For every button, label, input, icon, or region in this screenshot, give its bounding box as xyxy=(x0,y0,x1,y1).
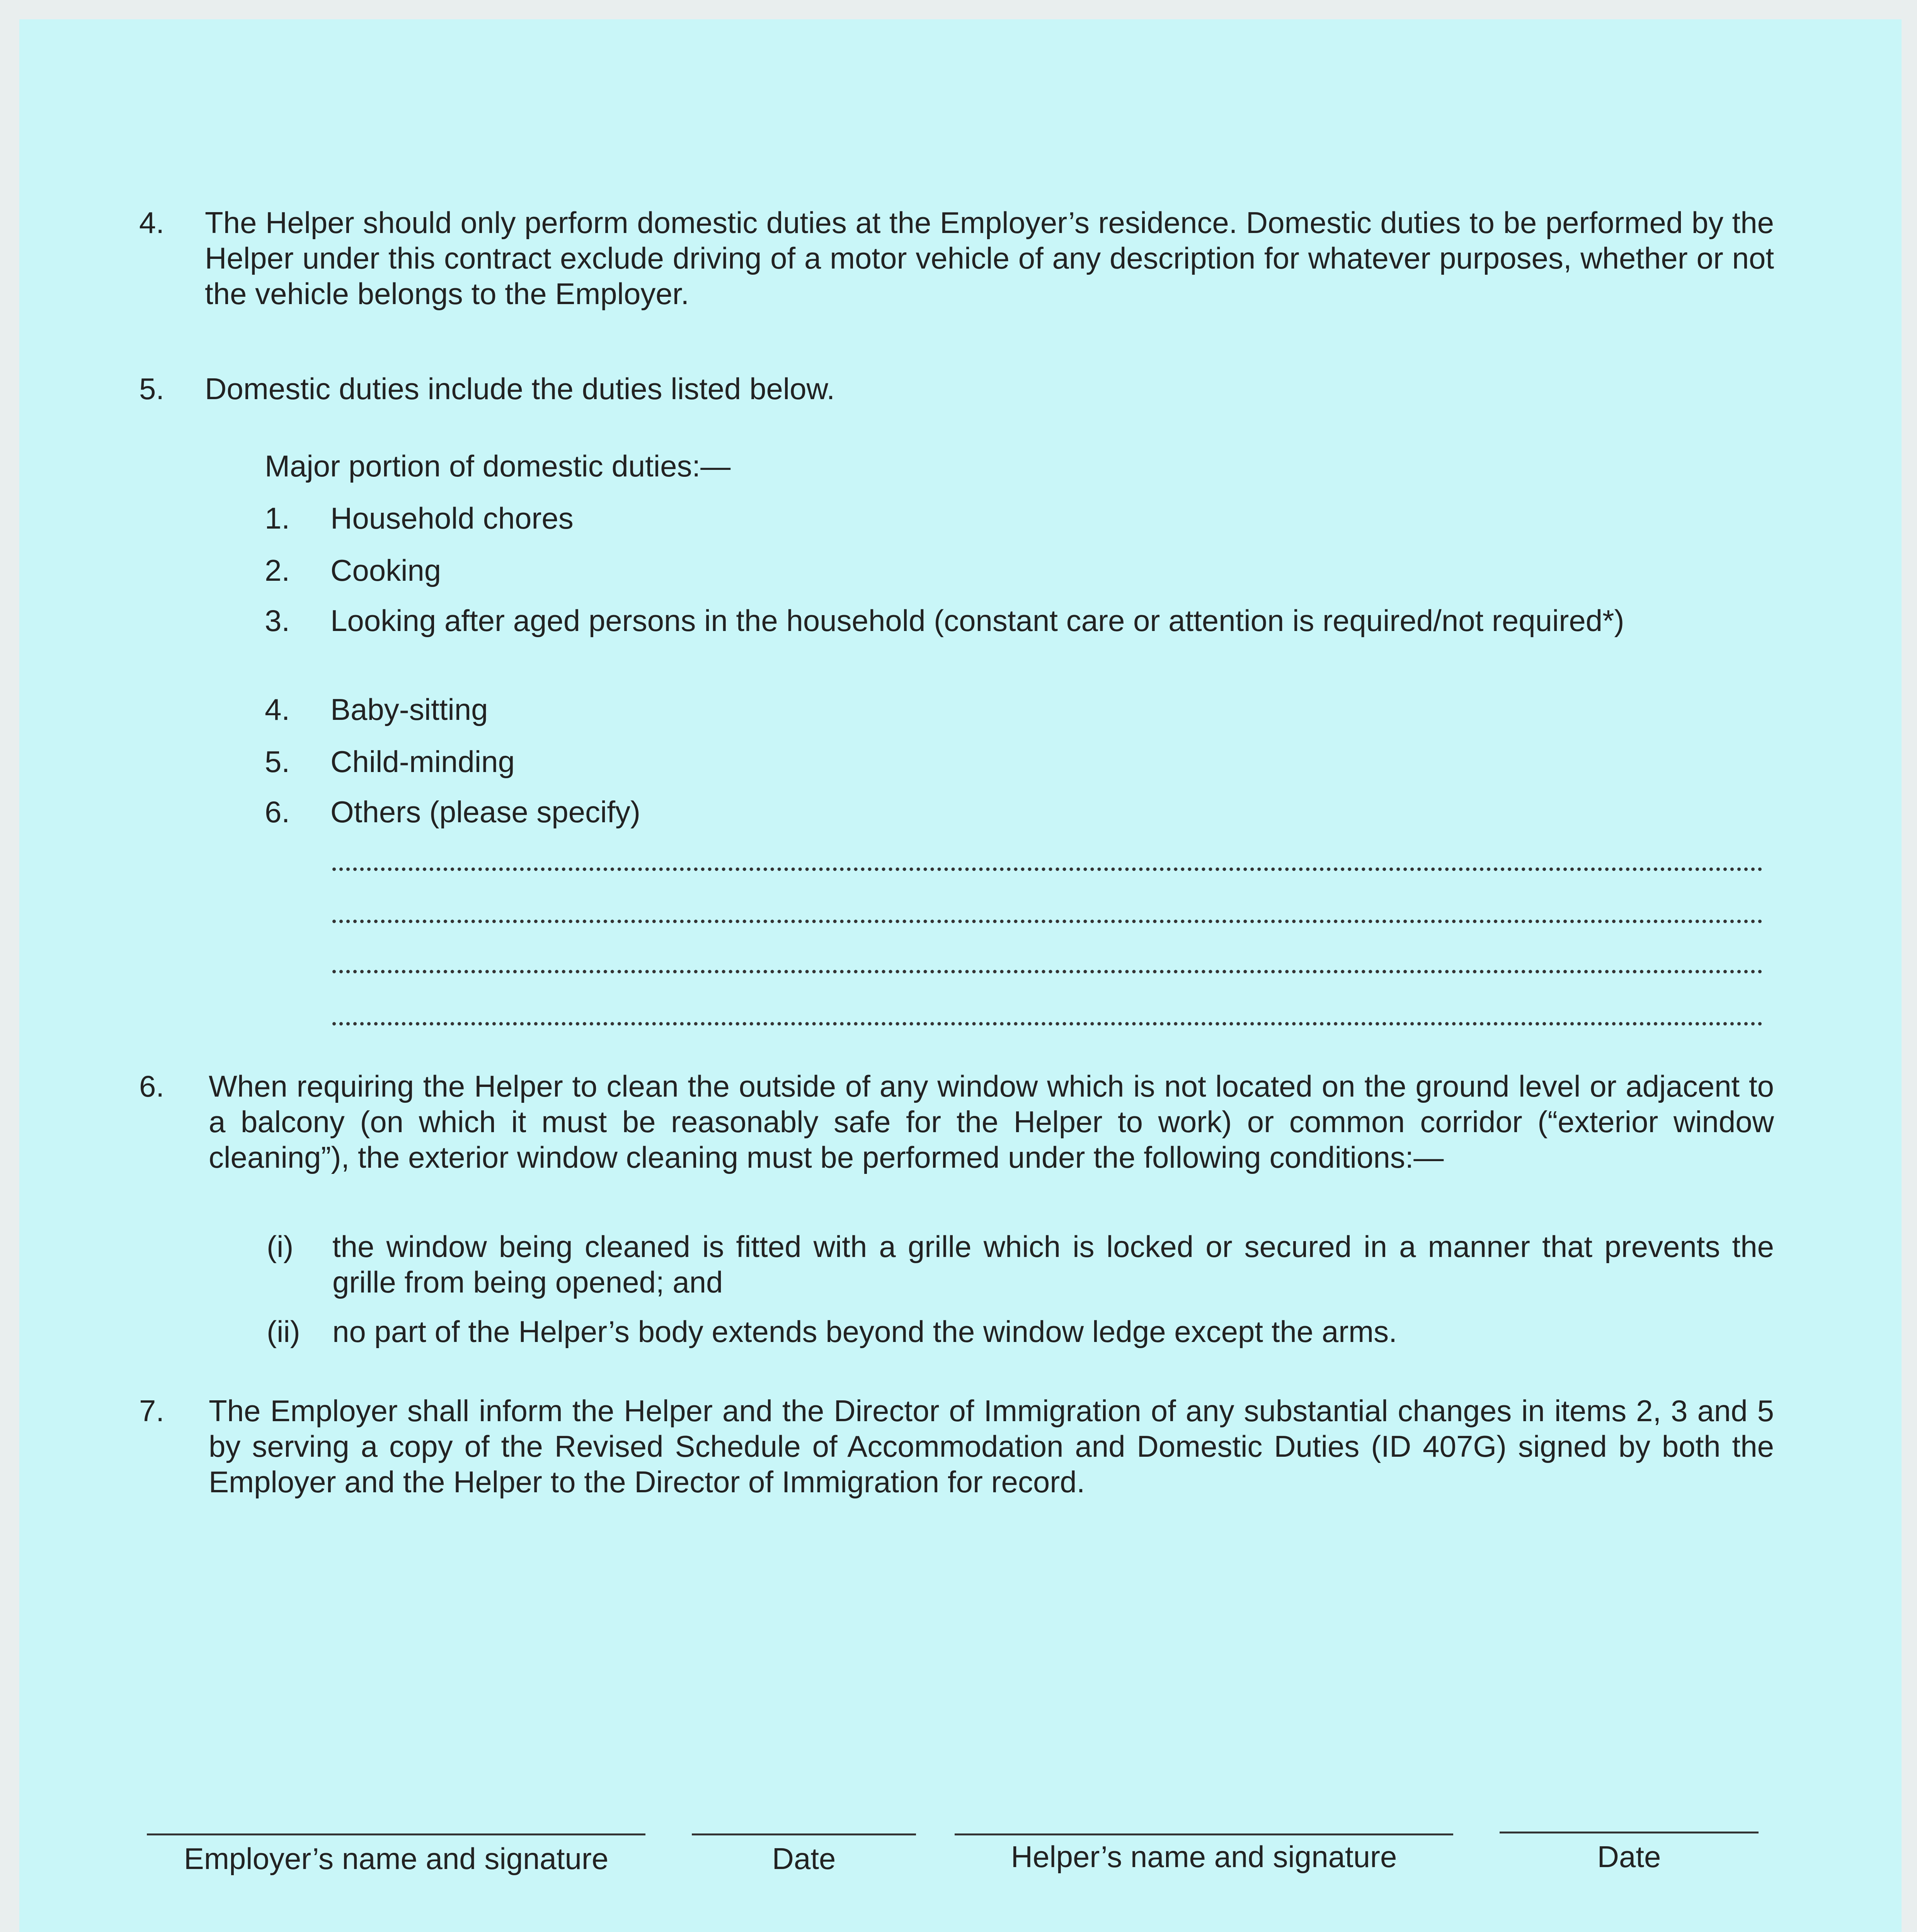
employer-signature-label: Employer’s name and signature xyxy=(184,1842,609,1876)
condition-text: the window being cleaned is fitted with a grille which is locked or secured in a manner that prevents the grille from being opened; and xyxy=(332,1230,1774,1299)
duty-number: 3. xyxy=(265,604,290,638)
duty-label: Household chores xyxy=(330,501,574,535)
duties-intro: Major portion of domestic duties:— xyxy=(265,449,731,483)
others-specify-line-2[interactable] xyxy=(332,920,1762,923)
document-page xyxy=(19,19,1902,1932)
duty-label: Looking after aged persons in the household (constant care or attention is required/not required*) xyxy=(330,604,1624,638)
item-6-number: 6. xyxy=(139,1069,165,1103)
employer-date-line[interactable] xyxy=(692,1833,916,1835)
item-4-text: The Helper should only perform domestic duties at the Employer’s residence. Domestic duties to be performed by the Helper under this contract exclude driving of a motor vehicle of any description for whatever purposes, whether or not the vehicle belongs to the Employer. xyxy=(205,206,1774,311)
helper-signature-line[interactable] xyxy=(955,1833,1453,1835)
item-6-text: When requiring the Helper to clean the outside of any window which is not located on the ground level or adjacent to a balcony (on which it must be reasonably safe for the Helper to work) or common corridor (“exterior window cleaning”), the exterior window cleaning must be performed under the following conditions:— xyxy=(209,1069,1774,1174)
condition-text: no part of the Helper’s body extends beyond the window ledge except the arms. xyxy=(332,1315,1397,1349)
item-7-number: 7. xyxy=(139,1394,165,1428)
others-specify-line-4[interactable] xyxy=(332,1022,1762,1026)
duty-number: 1. xyxy=(265,501,290,535)
condition-number: (ii) xyxy=(267,1315,300,1349)
duty-number: 2. xyxy=(265,553,290,587)
item-4-number: 4. xyxy=(139,206,165,240)
duty-label: Cooking xyxy=(330,553,441,587)
condition-number: (i) xyxy=(267,1230,294,1264)
item-7-text: The Employer shall inform the Helper and the Director of Immigration of any substantial changes in items 2, 3 and 5 by serving a copy of the Revised Schedule of Accommodation and Domestic Duties (ID 407G) signed by both the Employer and the Helper to the Director of Immigration for record. xyxy=(209,1394,1774,1499)
helper-signature-label: Helper’s name and signature xyxy=(1011,1840,1397,1874)
duty-number: 4. xyxy=(265,692,290,726)
employer-signature-line[interactable] xyxy=(147,1833,645,1835)
duty-label: Others (please specify) xyxy=(330,795,640,829)
helper-date-label: Date xyxy=(1597,1840,1661,1874)
others-specify-line-1[interactable] xyxy=(332,867,1762,871)
others-specify-line-3[interactable] xyxy=(332,970,1762,973)
duty-number: 6. xyxy=(265,795,290,829)
duty-number: 5. xyxy=(265,745,290,779)
item-5-number: 5. xyxy=(139,372,165,406)
item-5-text: Domestic duties include the duties listed below. xyxy=(205,372,835,406)
employer-date-label: Date xyxy=(772,1842,836,1876)
duty-label: Child-minding xyxy=(330,745,515,779)
duty-label: Baby-sitting xyxy=(330,692,488,726)
helper-date-line[interactable] xyxy=(1500,1832,1759,1833)
